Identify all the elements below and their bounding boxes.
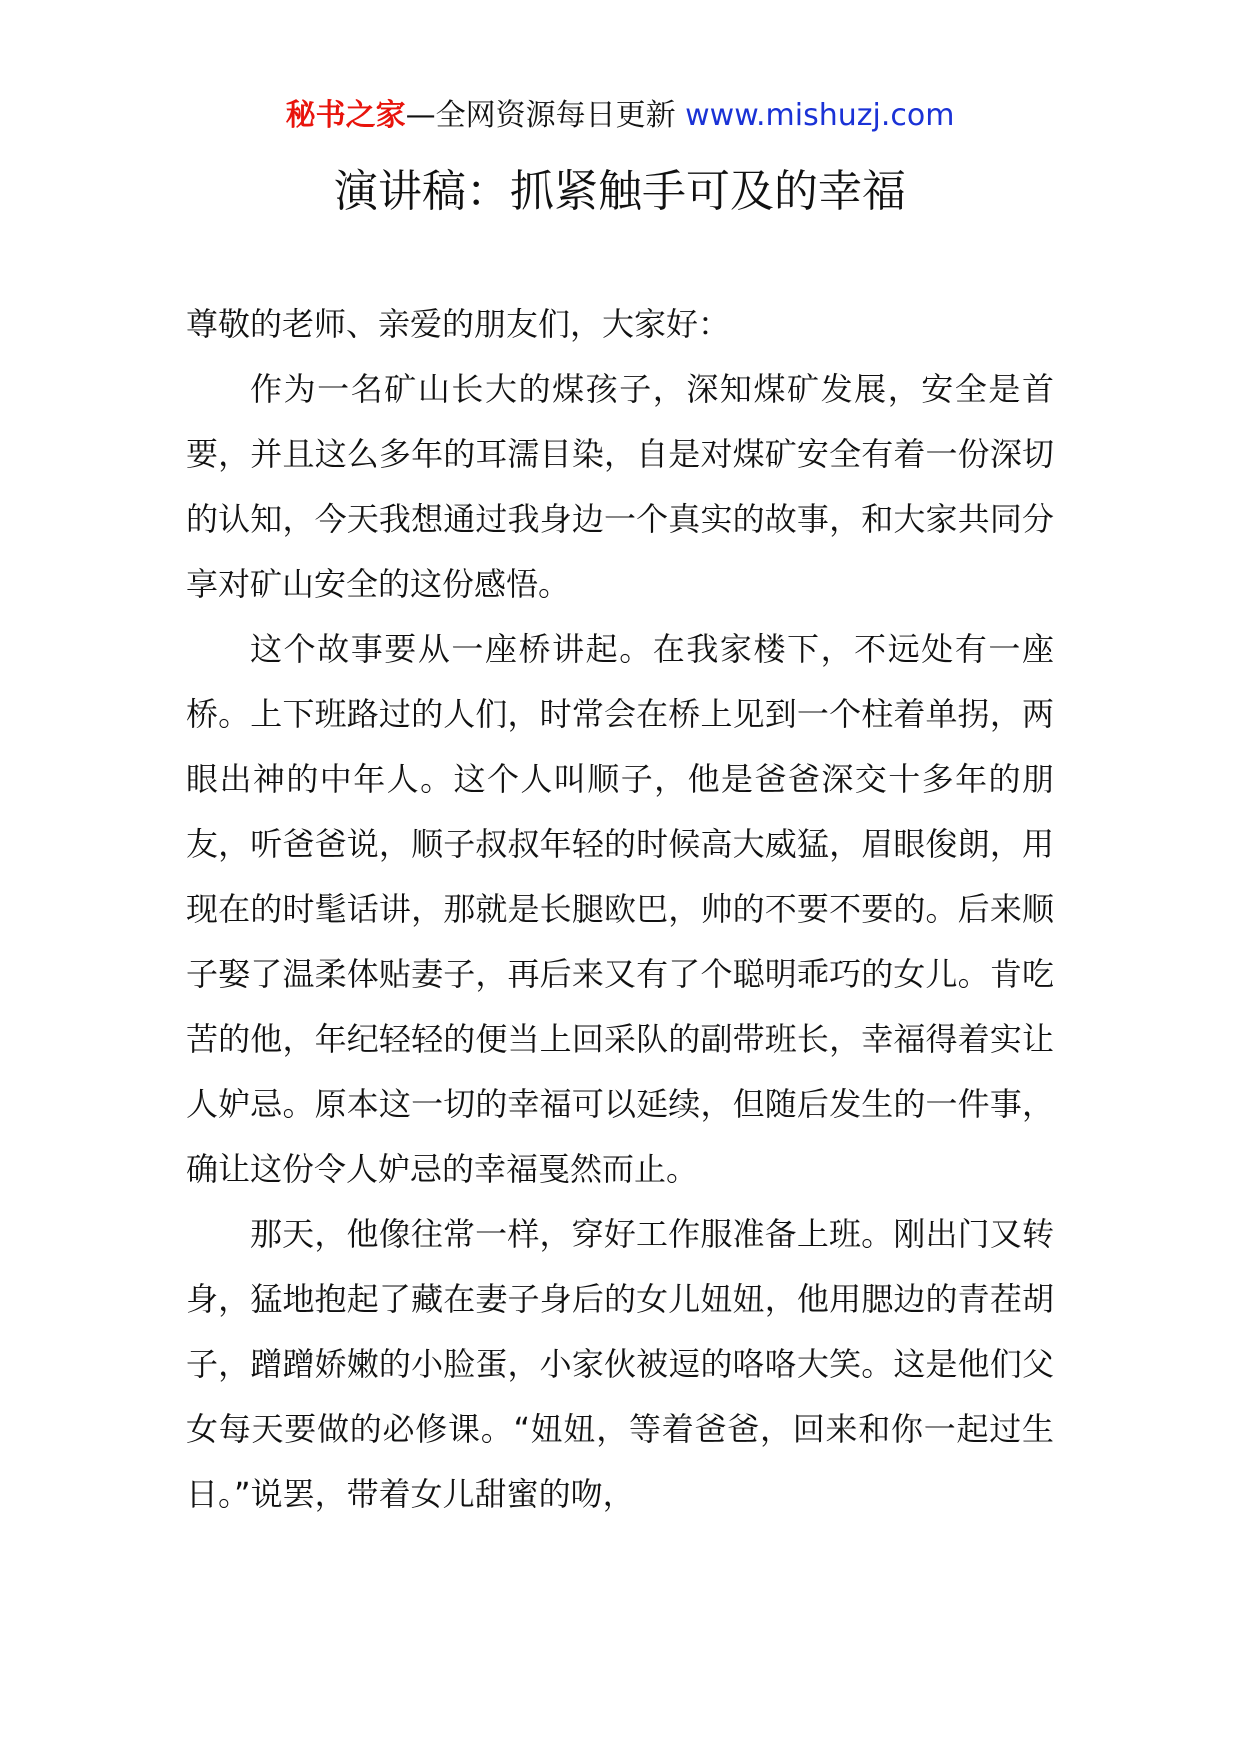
document-body [186,292,1054,1527]
document-title: 演讲稿：抓紧触手可及的幸福 [334,166,906,217]
brand-name: 秘书之家 [285,98,406,133]
site-tagline: —全网资源每日更新 [405,98,686,133]
site-header [0,96,1240,136]
salutation-paragraph: 尊敬的老师、亲爱的朋友们，大家好： [186,305,731,343]
body-paragraph: 那天，他像往常一样，穿好工作服准备上班。刚出门又转身，猛地抱起了藏在妻子身后的女儿妞妞，他用腮边的青茬胡子，蹭蹭娇嫩的小脸蛋，小家伙被逗的咯咯大笑。这是他们父女每天要做的必修课。“妞妞，等着爸爸，回来和你一起过生日。”说罢，带着女儿甜蜜的吻， [186,1215,1054,1513]
body-paragraph: 这个故事要从一座桥讲起。在我家楼下，不远处有一座桥。上下班路过的人们，时常会在桥上见到一个柱着单拐，两眼出神的中年人。这个人叫顺子，他是爸爸深交十多年的朋友，听爸爸说，顺子叔叔年轻的时候高大威猛，眉眼俊朗，用现在的时髦话讲，那就是长腿欧巴，帅的不要不要的。后来顺子娶了温柔体贴妻子，再后来又有了个聪明乖巧的女儿。肯吃苦的他，年纪轻轻的便当上回采队的副带班长，幸福得着实让人妒忌。原本这一切的幸福可以延续，但随后发生的一件事，确让这份令人妒忌的幸福戛然而止。 [186,630,1054,1188]
site-url-link[interactable]: www.mishuzj.com [685,98,955,133]
body-paragraph: 作为一名矿山长大的煤孩子，深知煤矿发展，安全是首要，并且这么多年的耳濡目染，自是对煤矿安全有着一份深切的认知，今天我想通过我身边一个真实的故事，和大家共同分享对矿山安全的这份感悟。 [186,370,1054,603]
